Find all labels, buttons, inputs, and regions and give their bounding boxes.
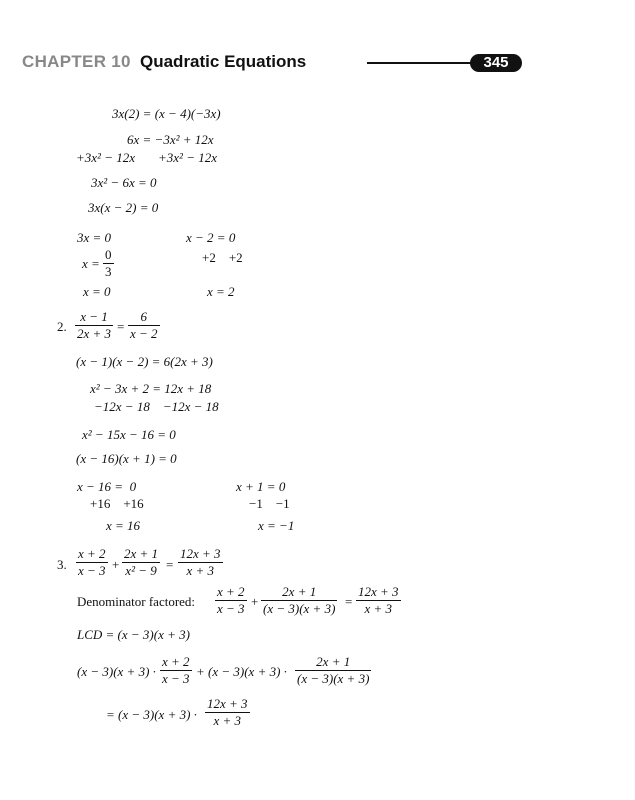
- fraction: [160, 655, 192, 686]
- denominator: x − 3: [162, 671, 190, 686]
- step-line: +16 +16: [90, 496, 144, 511]
- fraction: [205, 697, 250, 728]
- header-rule: [367, 62, 477, 64]
- equals-sign: =: [345, 594, 353, 609]
- denominator: (x − 3)(x + 3): [297, 671, 370, 686]
- step-line: −1 −1: [249, 496, 290, 511]
- plus-sign: +: [112, 557, 120, 572]
- fraction: [215, 585, 247, 616]
- lcd-line: LCD = (x − 3)(x + 3): [77, 627, 190, 642]
- denominator: x² − 9: [125, 563, 157, 578]
- denominator: x − 2: [130, 326, 158, 341]
- numerator: x − 1: [75, 310, 113, 326]
- plus-sign: +: [251, 594, 259, 609]
- fraction: [122, 547, 160, 578]
- equals-sign: =: [117, 319, 125, 334]
- denominator-factored-label: Denominator factored:: [77, 594, 196, 609]
- chapter-label: CHAPTER 10: [22, 52, 131, 71]
- step-line: x =: [82, 256, 100, 271]
- step-line: x² − 3x + 2 = 12x + 18: [90, 381, 212, 396]
- problem-number: 2.: [57, 319, 67, 334]
- denominator: 2x + 3: [77, 326, 112, 341]
- step-line: 3x(2) = (x − 4)(−3x): [112, 106, 221, 121]
- step-line: + (x − 3)(x + 3) ·: [196, 664, 287, 679]
- numerator: 12x + 3: [358, 584, 399, 599]
- step-line: x = −1: [258, 518, 295, 533]
- step-line: = (x − 3)(x + 3) ·: [106, 707, 197, 722]
- step-line: x + 1 = 0: [236, 479, 286, 494]
- step-line: +3x² − 12x: [158, 150, 217, 165]
- fraction: [295, 655, 371, 686]
- step-line: 3x(x − 2) = 0: [88, 200, 159, 215]
- denominator: x − 3: [217, 601, 245, 616]
- numerator: x + 2: [162, 654, 190, 669]
- fraction: [261, 585, 337, 616]
- step-line: x = 16: [106, 518, 141, 533]
- fraction: [75, 310, 113, 341]
- page-number-badge: 345: [470, 54, 522, 72]
- denominator: 3: [105, 264, 112, 279]
- equals-sign: =: [166, 557, 174, 572]
- step-line: 6x = −3x² + 12x: [127, 132, 214, 147]
- denominator: x + 3: [186, 563, 215, 578]
- denominator: x − 3: [78, 563, 106, 578]
- denominator: x + 3: [213, 713, 242, 728]
- step-line: +2 +2: [202, 250, 243, 265]
- fraction: [128, 310, 160, 341]
- step-line: (x − 16)(x + 1) = 0: [76, 451, 177, 466]
- numerator: 0: [105, 247, 112, 262]
- numerator: 6: [128, 310, 160, 326]
- denominator: x + 3: [364, 601, 393, 616]
- denominator: (x − 3)(x + 3): [263, 601, 336, 616]
- step-line: x − 16 = 0: [77, 479, 137, 494]
- step-line: 3x² − 6x = 0: [91, 175, 157, 190]
- chapter-title: Quadratic Equations: [140, 52, 307, 71]
- numerator: 12x + 3: [180, 546, 221, 561]
- step-line: (x − 3)(x + 3) ·: [77, 664, 156, 679]
- step-line: x − 2 = 0: [186, 230, 236, 245]
- numerator: 2x + 1: [261, 585, 337, 601]
- step-line: −12x − 18 −12x − 18: [94, 399, 219, 414]
- step-line: 3x = 0: [77, 230, 112, 245]
- fraction: [178, 547, 223, 578]
- step-line: (x − 1)(x − 2) = 6(2x + 3): [76, 354, 213, 369]
- problem-number: 3.: [57, 557, 67, 572]
- step-line: +3x² − 12x: [76, 150, 135, 165]
- step-line: x = 0: [83, 284, 111, 299]
- numerator: x + 2: [78, 546, 106, 561]
- step-line: x² − 15x − 16 = 0: [82, 427, 176, 442]
- numerator: 2x + 1: [295, 655, 371, 671]
- numerator: 2x + 1: [124, 546, 159, 561]
- numerator: 12x + 3: [207, 696, 248, 711]
- fraction: [76, 547, 108, 578]
- numerator: x + 2: [217, 584, 245, 599]
- step-line: x = 2: [207, 284, 235, 299]
- fraction: [356, 585, 401, 616]
- fraction: [103, 248, 114, 279]
